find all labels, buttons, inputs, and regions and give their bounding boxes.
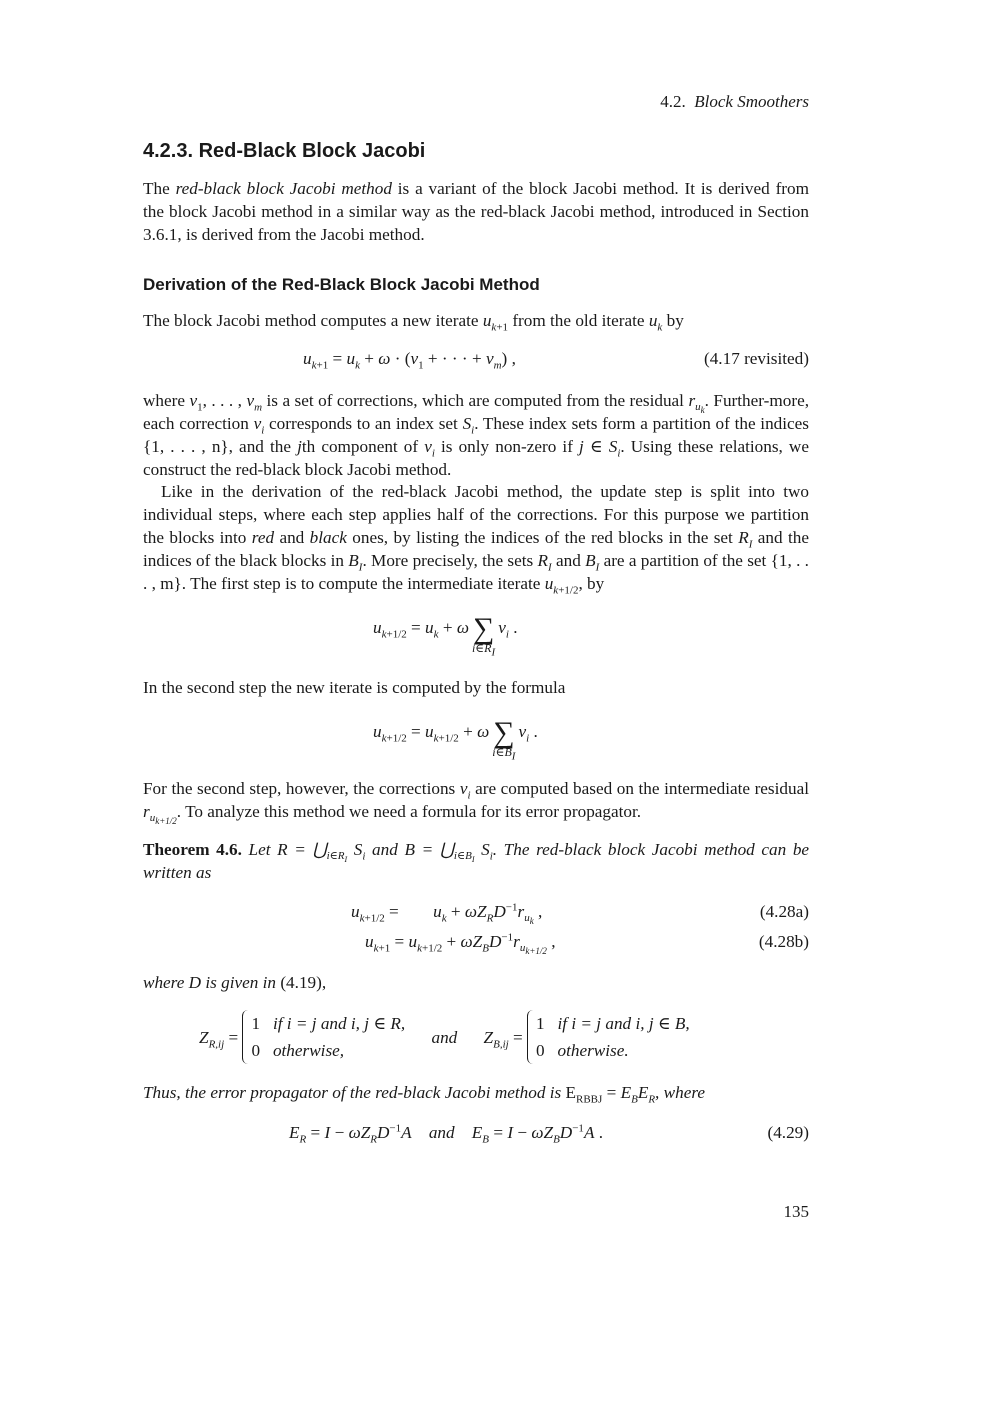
running-head-number: 4.2. [660, 92, 686, 111]
emphasized-term: red-black block Jacobi method [175, 179, 392, 198]
equation-z-definitions: $Z_{R,ij} = 1$ if i = j and i, j ∈ R, 0 otherwise, and $Z_{B,ij} = 1$ if i = j and i, j ∈ B, 0 otherwise. [143, 1010, 809, 1068]
paragraph-5: In the second step the new iterate is computed by the formula [143, 678, 566, 697]
intro-paragraph: The red-black block Jacobi method is a variant of the block Jacobi method. It is derived from the block Jacobi method in a similar way as the red-black Jacobi method, introduced in Section 3.6.1, is derived from the Jacobi method. [143, 179, 809, 244]
equation-4-29: $E_R = I - \omega Z_RD^{-1}A$ and $E_B = I - \omega Z_BD^{-1}A$ . (4.29) [289, 1122, 809, 1146]
paragraph-2: The block Jacobi method computes a new iterate $u_{k+1}$ from the old iterate $u_k$ by [143, 311, 684, 334]
page-number: 135 [783, 1202, 809, 1221]
running-head-title: Block Smoothers [694, 92, 809, 111]
subsection-heading: Derivation of the Red-Black Block Jacobi Method [143, 275, 540, 294]
equation-number: (4.28a) [759, 902, 809, 921]
equation-number: (4.29) [767, 1123, 809, 1142]
paragraph-6: For the second step, however, the corrections $v_i$ are computed based on the intermediate residual $r_{u_{k+1/2}}$. To analyze this method we need a formula for its error propagator. [143, 779, 809, 827]
equation-number: (4.28b) [758, 932, 809, 951]
equation-second-step: $u_{k+1/2} = u_{k+1/2} + \omega$ ∑ $i\in B_I$ $v_i$ . [373, 716, 538, 763]
equation-number: (4.17 revisited) [703, 349, 809, 368]
section-heading: 4.2.3. Red-Black Block Jacobi [143, 140, 426, 162]
equation-4-28a: $u_{k+1/2}$ = $u_k + \omega Z_RD^{-1}r_{u_k}$ , (4.28a) [351, 901, 809, 927]
error-propagator-line: Thus, the error propagator of the red-black Jacobi method is $E_{RBBJ} = E_BE_R$, where [143, 1083, 706, 1106]
theorem-statement: Theorem 4.6. Let $R = ⋃_{i\in R_I}$ $S_i$ and $B = ⋃_{i\in B_I}$ $S_i$. The red-black block Jacobi method can be written as [143, 840, 810, 882]
paragraph-4: Like in the derivation of the red-black Jacobi method, the update step is split into two individual steps, where each step applies half of the corrections. For this purpose we partition the blocks into red and black ones, by listing the indices of the red blocks in the set $R_I$ and the indices of the black blocks in $B_I$. More precisely, the sets $R_I$ and $B_I$ are a partition of the set {1, . . . , m}. The first step is to compute the intermediate iterate $u_{k+1/2}$, by [143, 482, 809, 597]
equation-4-17: $u_{k+1} = u_k + \omega \cdot (v_1$ + · · · + $v_m$) , (4.17 revisited) [303, 349, 809, 372]
where-d-line: where D is given in (4.19), [143, 973, 327, 992]
equation-4-28b: $u_{k+1} = u_{k+1/2} + \omega Z_BD^{-1}r_{u_{k+1/2}}$ , (4.28b) [365, 931, 809, 957]
theorem-label: Theorem 4.6. [143, 840, 242, 859]
equation-first-step: $u_{k+1/2} = u_k + \omega$ ∑ $i\in R_I$ $v_i$ . [373, 612, 518, 659]
paragraph-3: where $v_1$, . . . , $v_m$ is a set of corrections, which are computed from the residual $r_{u_k}$. Further-more, each correction $v_i$ corresponds to an index set $S_i$. These index sets form a partition of the indices {1, . . . , n}, and the jth component of $v_i$ is only non-zero if j ∈ $S_i$. Using these relations, we construct the red-black block Jacobi method. [143, 391, 809, 479]
running-head [660, 90, 809, 113]
